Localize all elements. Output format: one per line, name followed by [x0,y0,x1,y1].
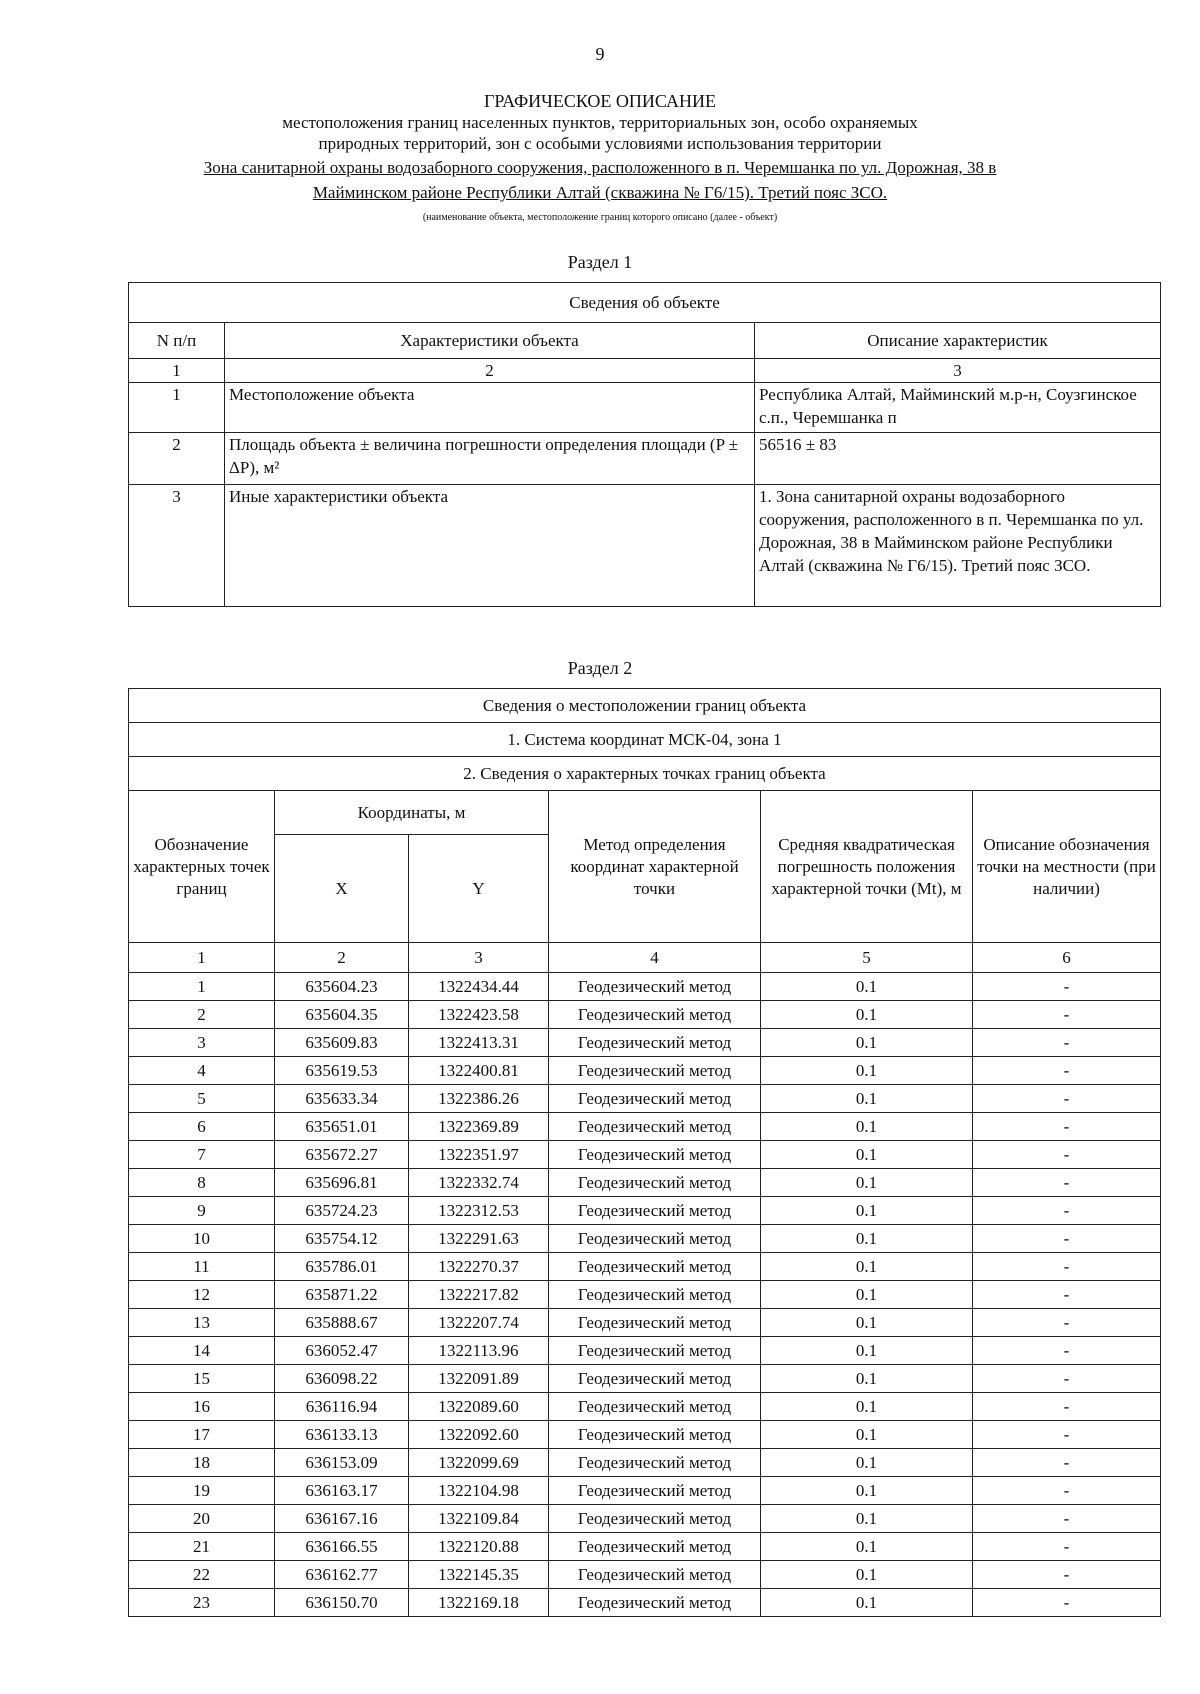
point-method: Геодезический метод [549,1281,761,1309]
document-subtitle-line1: местоположения границ населенных пунктов, территориальных зон, особо охраняемых [282,113,918,132]
point-error: 0.1 [761,1505,973,1533]
point-x: 636167.16 [275,1505,409,1533]
table-row [129,1001,1161,1029]
point-designation: 7 [129,1141,275,1169]
header-npp: N п/п [129,323,225,359]
boundary-points-table [128,688,1161,1617]
point-designation: 17 [129,1421,275,1449]
row-characteristic: Местоположение объекта [225,383,755,433]
point-x: 635672.27 [275,1141,409,1169]
table-row [129,1589,1161,1617]
point-description: - [973,1309,1161,1337]
point-error: 0.1 [761,1309,973,1337]
header-x: X [275,835,409,943]
table-row [129,1561,1161,1589]
point-error: 0.1 [761,1281,973,1309]
table-row [129,1393,1161,1421]
point-description: - [973,1029,1161,1057]
point-x: 635619.53 [275,1057,409,1085]
table-row [129,1225,1161,1253]
table-row [129,1085,1161,1113]
point-designation: 8 [129,1169,275,1197]
point-method: Геодезический метод [549,1561,761,1589]
point-error: 0.1 [761,1421,973,1449]
table-row [129,1141,1161,1169]
point-error: 0.1 [761,1589,973,1617]
point-designation: 15 [129,1365,275,1393]
table-row [129,1533,1161,1561]
point-description: - [973,1001,1161,1029]
point-x: 635724.23 [275,1197,409,1225]
point-error: 0.1 [761,1561,973,1589]
point-designation: 13 [129,1309,275,1337]
col-number-5: 5 [761,943,973,973]
point-designation: 9 [129,1197,275,1225]
point-y: 1322386.26 [409,1085,549,1113]
header-coordinates: Координаты, м [275,791,549,835]
point-y: 1322104.98 [409,1477,549,1505]
point-description: - [973,1197,1161,1225]
table-row [129,1449,1161,1477]
point-designation: 20 [129,1505,275,1533]
point-designation: 21 [129,1533,275,1561]
point-error: 0.1 [761,1225,973,1253]
point-description: - [973,1225,1161,1253]
point-description: - [973,1421,1161,1449]
point-x: 636153.09 [275,1449,409,1477]
point-y: 1322092.60 [409,1421,549,1449]
object-info-table [128,282,1161,607]
coordinate-system: 1. Система координат МСК-04, зона 1 [129,723,1161,757]
point-description: - [973,1561,1161,1589]
point-x: 635754.12 [275,1225,409,1253]
point-y: 1322089.60 [409,1393,549,1421]
point-method: Геодезический метод [549,1533,761,1561]
point-description: - [973,973,1161,1001]
point-method: Геодезический метод [549,1253,761,1281]
point-y: 1322434.44 [409,973,549,1001]
point-designation: 14 [129,1337,275,1365]
point-error: 0.1 [761,1449,973,1477]
point-y: 1322217.82 [409,1281,549,1309]
document-title: ГРАФИЧЕСКОЕ ОПИСАНИЕ [483,91,717,111]
point-method: Геодезический метод [549,1337,761,1365]
point-designation: 22 [129,1561,275,1589]
table-row [129,1253,1161,1281]
point-y: 1322291.63 [409,1225,549,1253]
document-subtitle-line2: природных территорий, зон с особыми условиями использования территории [318,134,882,153]
point-x: 636150.70 [275,1589,409,1617]
object-info-table-title: Сведения об объекте [129,283,1161,323]
point-designation: 16 [129,1393,275,1421]
table-row [129,1505,1161,1533]
point-error: 0.1 [761,1533,973,1561]
point-y: 1322169.18 [409,1589,549,1617]
point-description: - [973,1057,1161,1085]
point-error: 0.1 [761,1337,973,1365]
point-y: 1322113.96 [409,1337,549,1365]
point-x: 636162.77 [275,1561,409,1589]
point-y: 1322099.69 [409,1449,549,1477]
point-error: 0.1 [761,1141,973,1169]
point-error: 0.1 [761,1085,973,1113]
point-method: Геодезический метод [549,1589,761,1617]
point-x: 635633.34 [275,1085,409,1113]
row-description: 56516 ± 83 [755,433,1161,485]
header-method: Метод определения координат характерной точки [549,791,761,943]
point-error: 0.1 [761,1169,973,1197]
point-error: 0.1 [761,1197,973,1225]
point-description: - [973,1477,1161,1505]
col-number-6: 6 [973,943,1161,973]
point-designation: 11 [129,1253,275,1281]
table-row [129,1197,1161,1225]
point-method: Геодезический метод [549,1169,761,1197]
point-y: 1322091.89 [409,1365,549,1393]
point-designation: 19 [129,1477,275,1505]
point-x: 636133.13 [275,1421,409,1449]
point-method: Геодезический метод [549,1393,761,1421]
point-method: Геодезический метод [549,1449,761,1477]
point-description: - [973,1253,1161,1281]
row-characteristic: Площадь объекта ± величина погрешности определения площади (P ± ΔP), м² [225,433,755,485]
object-name-line1: Зона санитарной охраны водозаборного сооружения, расположенного в п. Черемшанка по ул. Дорожная, 38 в [203,158,997,177]
table-row [129,1477,1161,1505]
table-row [129,1169,1161,1197]
row-description: Республика Алтай, Майминский м.р-н, Соузгинское с.п., Черемшанка п [755,383,1161,433]
point-method: Геодезический метод [549,1309,761,1337]
table-row [129,1029,1161,1057]
header-characteristics: Характеристики объекта [225,323,755,359]
table-row [129,1309,1161,1337]
point-designation: 1 [129,973,275,1001]
point-description: - [973,1505,1161,1533]
col-number-3: 3 [409,943,549,973]
point-method: Геодезический метод [549,1085,761,1113]
point-x: 635609.83 [275,1029,409,1057]
point-method: Геодезический метод [549,1141,761,1169]
point-description: - [973,1113,1161,1141]
point-method: Геодезический метод [549,1225,761,1253]
point-method: Геодезический метод [549,1057,761,1085]
point-x: 636166.55 [275,1533,409,1561]
point-error: 0.1 [761,1057,973,1085]
point-error: 0.1 [761,1393,973,1421]
point-method: Геодезический метод [549,1505,761,1533]
point-description: - [973,1141,1161,1169]
row-description: 1. Зона санитарной охраны водозаборного сооружения, расположенного в п. Черемшанка по ул. Дорожная, 38 в Майминском районе Республики Алтай (скважина № Г6/15). Третий пояс ЗСО. [755,485,1161,607]
point-y: 1322312.53 [409,1197,549,1225]
point-designation: 3 [129,1029,275,1057]
point-y: 1322207.74 [409,1309,549,1337]
table-row [129,1281,1161,1309]
object-name-note: (наименование объекта, местоположение границ которого описано (далее - объект) [422,212,778,223]
point-x: 635604.35 [275,1001,409,1029]
point-x: 635871.22 [275,1281,409,1309]
point-y: 1322400.81 [409,1057,549,1085]
point-error: 0.1 [761,1253,973,1281]
col-number-4: 4 [549,943,761,973]
col-number-3: 3 [755,359,1161,383]
table-row [129,1365,1161,1393]
point-method: Геодезический метод [549,1365,761,1393]
point-x: 635696.81 [275,1169,409,1197]
row-number: 3 [129,485,225,607]
row-number: 2 [129,433,225,485]
point-description: - [973,1169,1161,1197]
point-error: 0.1 [761,1001,973,1029]
point-error: 0.1 [761,1477,973,1505]
table-row [129,383,1161,433]
col-number-2: 2 [225,359,755,383]
header-point-description: Описание обозначения точки на местности (при наличии) [973,791,1161,943]
point-description: - [973,1281,1161,1309]
point-description: - [973,1085,1161,1113]
table-row [129,1057,1161,1085]
table-row [129,973,1161,1001]
boundary-table-title: Сведения о местоположении границ объекта [129,689,1161,723]
point-description: - [973,1337,1161,1365]
header-designation: Обозначение характерных точек границ [129,791,275,943]
point-description: - [973,1589,1161,1617]
point-designation: 2 [129,1001,275,1029]
point-error: 0.1 [761,1029,973,1057]
point-method: Геодезический метод [549,1197,761,1225]
table-row [129,1337,1161,1365]
header-y: Y [409,835,549,943]
point-x: 635604.23 [275,973,409,1001]
point-x: 636163.17 [275,1477,409,1505]
point-description: - [973,1393,1161,1421]
point-y: 1322145.35 [409,1561,549,1589]
point-y: 1322423.58 [409,1001,549,1029]
section2-title: Раздел 2 [567,658,633,678]
point-x: 636098.22 [275,1365,409,1393]
point-designation: 6 [129,1113,275,1141]
point-description: - [973,1449,1161,1477]
point-designation: 10 [129,1225,275,1253]
table-row [129,433,1161,485]
point-y: 1322270.37 [409,1253,549,1281]
point-x: 636116.94 [275,1393,409,1421]
table-row [129,1113,1161,1141]
section1-title: Раздел 1 [567,252,633,272]
point-method: Геодезический метод [549,973,761,1001]
point-method: Геодезический метод [549,1421,761,1449]
point-error: 0.1 [761,1113,973,1141]
point-y: 1322120.88 [409,1533,549,1561]
header-error: Средняя квадратическая погрешность положения характерной точки (Mt), м [761,791,973,943]
point-designation: 12 [129,1281,275,1309]
table-row [129,485,1161,607]
point-x: 635651.01 [275,1113,409,1141]
point-y: 1322351.97 [409,1141,549,1169]
point-y: 1322332.74 [409,1169,549,1197]
point-x: 635888.67 [275,1309,409,1337]
point-y: 1322413.31 [409,1029,549,1057]
point-method: Геодезический метод [549,1477,761,1505]
table-row [129,1421,1161,1449]
point-x: 636052.47 [275,1337,409,1365]
point-x: 635786.01 [275,1253,409,1281]
col-number-1: 1 [129,359,225,383]
col-number-1: 1 [129,943,275,973]
header-description: Описание характеристик [755,323,1161,359]
point-y: 1322109.84 [409,1505,549,1533]
point-method: Геодезический метод [549,1001,761,1029]
point-designation: 4 [129,1057,275,1085]
col-number-2: 2 [275,943,409,973]
row-number: 1 [129,383,225,433]
point-error: 0.1 [761,1365,973,1393]
document-header [0,90,1200,226]
point-method: Геодезический метод [549,1113,761,1141]
point-description: - [973,1365,1161,1393]
object-name-line2: Майминском районе Республики Алтай (скважина № Г6/15). Третий пояс ЗСО. [312,183,888,202]
points-title: 2. Сведения о характерных точках границ объекта [129,757,1161,791]
point-method: Геодезический метод [549,1029,761,1057]
row-characteristic: Иные характеристики объекта [225,485,755,607]
point-error: 0.1 [761,973,973,1001]
page-number: 9 [595,44,605,64]
point-designation: 18 [129,1449,275,1477]
point-y: 1322369.89 [409,1113,549,1141]
point-designation: 5 [129,1085,275,1113]
point-description: - [973,1533,1161,1561]
point-designation: 23 [129,1589,275,1617]
